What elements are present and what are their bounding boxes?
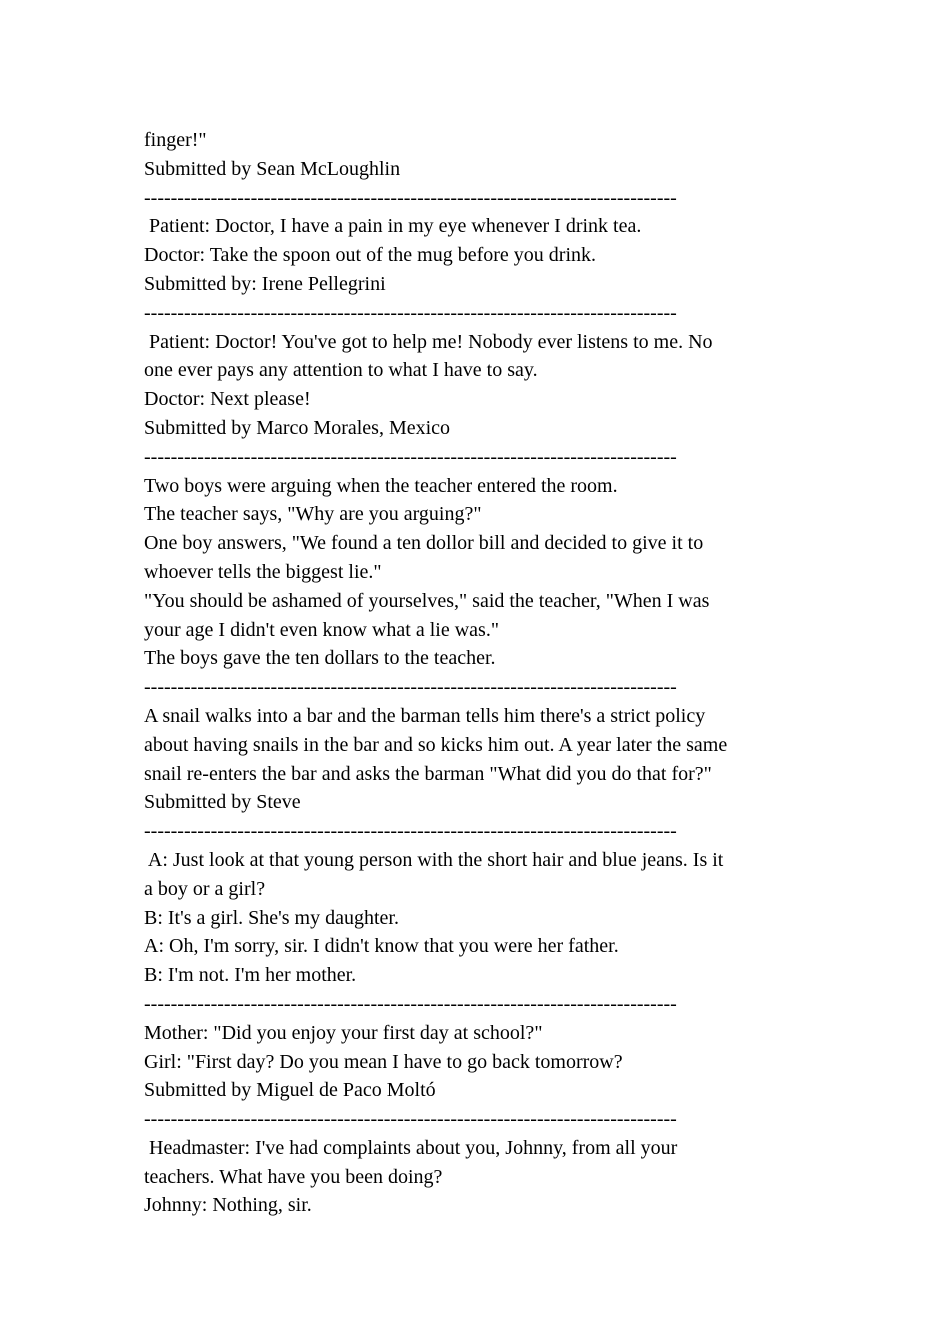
text-line: a boy or a girl?: [144, 877, 266, 900]
text-line: One boy answers, "We found a ten dollor bill and decided to give it to: [144, 532, 704, 555]
text-line: "You should be ashamed of yourselves," said the teacher, "When I was: [144, 589, 710, 612]
separator-rule: --------------------------------------------------------------------------------: [144, 1108, 677, 1131]
text-line: about having snails in the bar and so kicks him out. A year later the same: [144, 733, 728, 756]
text-line: Girl: "First day? Do you mean I have to go back tomorrow?: [144, 1050, 623, 1073]
text-line: Patient: Doctor! You've got to help me! Nobody ever listens to me. No: [144, 330, 713, 353]
text-line: Patient: Doctor, I have a pain in my eye whenever I drink tea.: [144, 215, 642, 238]
text-line: whoever tells the biggest lie.": [144, 560, 382, 583]
text-line: B: I'm not. I'm her mother.: [144, 964, 357, 987]
text-line: one ever pays any attention to what I have to say.: [144, 359, 538, 382]
submitter-line: Submitted by Marco Morales, Mexico: [144, 416, 451, 439]
text-line: Doctor: Next please!: [144, 388, 311, 411]
text-line: finger!": [144, 129, 207, 151]
submitter-line: Submitted by Steve: [144, 791, 301, 814]
text-line: Two boys were arguing when the teacher entered the room.: [144, 474, 618, 497]
text-line: teachers. What have you been doing?: [144, 1165, 443, 1188]
text-line: A: Oh, I'm sorry, sir. I didn't know that you were her father.: [144, 935, 619, 958]
separator-rule: --------------------------------------------------------------------------------: [144, 301, 677, 324]
submitter-line: Submitted by Sean McLoughlin: [144, 157, 401, 180]
separator-rule: --------------------------------------------------------------------------------: [144, 992, 677, 1015]
separator-rule: --------------------------------------------------------------------------------: [144, 186, 677, 209]
separator-rule: --------------------------------------------------------------------------------: [144, 445, 677, 468]
text-line: The boys gave the ten dollars to the teacher.: [144, 647, 496, 670]
document-page: [144, 126, 814, 1220]
text-line: B: It's a girl. She's my daughter.: [144, 906, 399, 929]
text-line: Mother: "Did you enjoy your first day at school?": [144, 1021, 543, 1044]
submitter-line: Submitted by Miguel de Paco Moltó: [144, 1079, 436, 1102]
separator-rule: --------------------------------------------------------------------------------: [144, 820, 677, 843]
text-line: The teacher says, "Why are you arguing?": [144, 503, 482, 526]
text-line: Doctor: Take the spoon out of the mug before you drink.: [144, 244, 597, 267]
text-line: your age I didn't even know what a lie was.": [144, 618, 499, 641]
text-line: A snail walks into a bar and the barman tells him there's a strict policy: [144, 704, 706, 727]
text-line: A: Just look at that young person with the short hair and blue jeans. Is it: [144, 848, 724, 871]
text-line: snail re-enters the bar and asks the barman "What did you do that for?": [144, 762, 712, 785]
text-line: Johnny: Nothing, sir.: [144, 1194, 312, 1217]
submitter-line: Submitted by: Irene Pellegrini: [144, 272, 386, 295]
text-line: Headmaster: I've had complaints about you, Johnny, from all your: [144, 1136, 678, 1159]
separator-rule: --------------------------------------------------------------------------------: [144, 676, 677, 699]
